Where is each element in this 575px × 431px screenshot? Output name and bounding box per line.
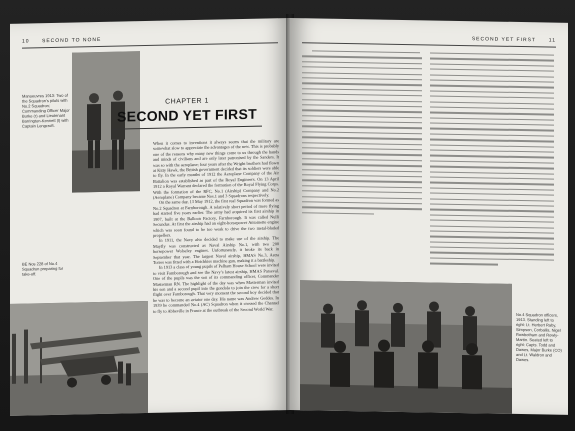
left-body-text xyxy=(153,138,279,314)
left-running-header xyxy=(22,32,278,48)
left-page-number: 10 xyxy=(22,38,30,45)
body-paragraph: When it comes to inventions it always seems that the military are somewhat slow to appreciate the advantages of the new. This is probably one of the reasons why many new things come to us through the hands and minds of civilians and are only later patronised by the Sanders. It was so with the aeroplane; four years after the Wright brothers had flown at Kitty Hawk, the British government decided that its soldiers were able to fly. In the early months of 1912 the Aeroplane Company of the Air Battalion was established as part of the Royal Engineers. On 13 April 1912 a Royal Warrant declared the formation of the Royal Flying Corps. With the formation of the RFC, No.1 (Airship) Company and No.2 (Aeroplane) Company became Nos.1 and 3 Squadrons respectively. xyxy=(153,138,279,200)
chapter-rule xyxy=(112,126,262,130)
right-running-header xyxy=(302,32,556,47)
body-paragraph: On the same day, 13 May 1912, the first real Squadron was formed as No.2 Squadron at Farnborough. A relatively short period of more flying had started five years earlier. The army had acquired its first airship in 1907, built at the Balloon Factory, Farnborough. It was called Nulli Secundus. At first the airship had an eight-horsepower Antoinette engine which was soon found to be too weak to drive the two metal-bladed propellers. xyxy=(153,197,279,238)
body-paragraph: In 1911, the Navy also decided to make use of the airship. The Mayfly was constructed as Naval Airship No.1, with two 200 horsepower Wolseley engines. Unfortunately, it broke its back in September that year. The largest Naval airship, HMAS No.3, Astra Torres was fitted with a Hotchkiss machine gun, making it a battleship. xyxy=(153,235,279,265)
caption-aircraft-photo: BE Nos 228 of No.4 Squadron preparing for take-off. xyxy=(22,260,64,277)
chapter-title: SECOND YET FIRST xyxy=(117,105,257,125)
right-body-column-2 xyxy=(430,52,554,270)
caption-top-photo: Manoeuvres 1913: Two of the Squadron’s pilots with No.2 Squadron; Commanding Officer Major Burke (r) and Lieutenant Barrington-Kennett (l) with Captain Longcroft. xyxy=(22,92,70,129)
caption-squadron-photo: No.4 Squadron officers, 1913. Standing left to right: Lt. Herbert Raby, Simpson, Corballis, Nigel Rowbotham and Rowly-Martin. Seated left to right: Capts. Todd and Dawes, Major Burke (CO) and Lt. Waldron and Dawes. xyxy=(516,311,562,363)
right-body-column-1 xyxy=(302,50,422,219)
photo-squadron-officers xyxy=(300,280,512,414)
photo-squadron-officers-image xyxy=(300,280,512,414)
left-running-head: SECOND TO NONE xyxy=(42,36,102,45)
photo-aircraft-image xyxy=(10,301,148,416)
right-page-number: 11 xyxy=(548,37,556,44)
right-running-head: SECOND YET FIRST xyxy=(471,36,536,44)
photo-aircraft xyxy=(10,301,148,416)
body-paragraph: In 1913 a class of young pupils of Pelham House School were invited to visit Farnborough and see the Navy’s latest airship, HMAS Parseval. One of the pupils was the son of its commanding officer, Commander Masterman RN. The highlight of the day was when Masterman invited his son and a second pupil into the gondola to join the crew for a short flight over Farnborough. That very moment the second boy decided that he was to become an aviator one day. His name was Andrew Geddes. In 1939 he commanded No.4 (AC) Squadron when it crossed the Channel to fly to Abbeville in France at the outbreak of the Second World War. xyxy=(153,262,279,314)
left-page xyxy=(10,18,290,416)
chapter-label: CHAPTER 1 xyxy=(165,97,209,106)
chapter-heading xyxy=(112,97,262,130)
right-page xyxy=(290,18,568,415)
